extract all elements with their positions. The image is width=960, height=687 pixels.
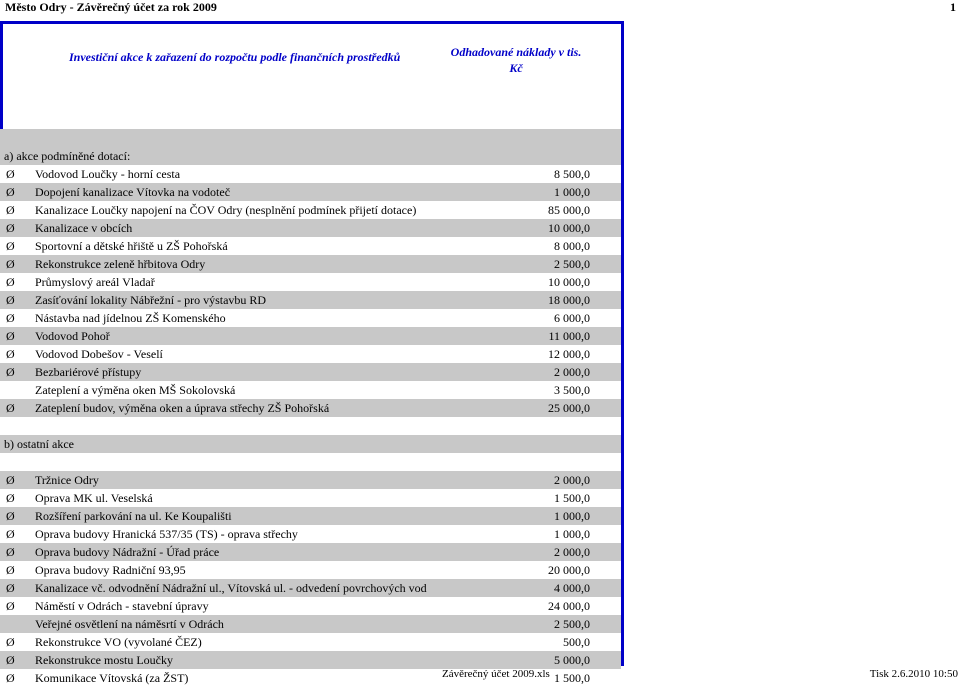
section-heading-row	[0, 147, 621, 165]
estimated-cost: 500,0	[563, 635, 590, 649]
project-name: Kanalizace Loučky napojení na ČOV Odry (nesplnění podmínek přijetí dotace)	[35, 203, 417, 217]
table-row	[0, 183, 621, 201]
table-row	[0, 327, 621, 345]
bullet-icon: Ø	[6, 257, 15, 271]
document-title: Město Odry - Závěrečný účet za rok 2009	[5, 0, 217, 14]
bullet-icon: Ø	[6, 509, 15, 523]
project-name: Komunikace Vítovská (za ŽST)	[35, 671, 189, 685]
project-name: Bezbariérové přístupy	[35, 365, 142, 379]
bullet-icon: Ø	[6, 347, 15, 361]
table-row	[0, 381, 621, 399]
bullet-icon: Ø	[6, 563, 15, 577]
estimated-cost: 10 000,0	[548, 275, 590, 289]
project-name: Rekonstrukce VO (vyvolané ČEZ)	[35, 635, 202, 649]
header-estimated-costs	[441, 44, 591, 76]
table-row	[0, 579, 621, 597]
table-row	[0, 219, 621, 237]
estimated-cost: 2 000,0	[554, 365, 590, 379]
estimated-cost: 2 500,0	[554, 617, 590, 631]
project-name: Vodovod Dobešov - Veselí	[35, 347, 163, 361]
table-row	[0, 363, 621, 381]
page-number: 1	[950, 0, 956, 14]
estimated-cost: 10 000,0	[548, 221, 590, 235]
table-row	[0, 309, 621, 327]
project-name: Rekonstrukce mostu Loučky	[35, 653, 173, 667]
estimated-cost: 20 000,0	[548, 563, 590, 577]
table-row	[0, 597, 621, 615]
bullet-icon: Ø	[6, 275, 15, 289]
project-name: Oprava budovy Hranická 537/35 (TS) - oprava střechy	[35, 527, 298, 541]
table-header	[3, 24, 621, 128]
project-name: Zateplení budov, výměna oken a úprava střechy ZŠ Pohořská	[35, 401, 330, 415]
estimated-cost: 1 000,0	[554, 185, 590, 199]
header-costs-line2: Kč	[509, 61, 523, 75]
project-name: Náměstí v Odrách - stavební úpravy	[35, 599, 209, 613]
table-body	[0, 129, 621, 687]
project-name: Rekonstrukce zeleně hřbitova Odry	[35, 257, 206, 271]
bullet-icon: Ø	[6, 653, 15, 667]
table-row	[0, 525, 621, 543]
estimated-cost: 5 000,0	[554, 653, 590, 667]
project-name: Oprava budovy Nádražní - Úřad práce	[35, 545, 220, 559]
table-row	[0, 201, 621, 219]
estimated-cost: 1 000,0	[554, 527, 590, 541]
project-name: Sportovní a dětské hřiště u ZŠ Pohořská	[35, 239, 228, 253]
table-row	[0, 615, 621, 633]
bullet-icon: Ø	[6, 635, 15, 649]
estimated-cost: 25 000,0	[548, 401, 590, 415]
bullet-icon: Ø	[6, 473, 15, 487]
estimated-cost: 2 000,0	[554, 545, 590, 559]
estimated-cost: 2 000,0	[554, 473, 590, 487]
estimated-cost: 1 500,0	[554, 671, 590, 685]
bullet-icon: Ø	[6, 365, 15, 379]
table-row	[0, 561, 621, 579]
bullet-icon: Ø	[6, 581, 15, 595]
table-row	[0, 507, 621, 525]
project-name: Kanalizace vč. odvodnění Nádražní ul., Vítovská ul. - odvedení povrchových vod	[35, 581, 427, 595]
table-row	[0, 237, 621, 255]
project-name: Dopojení kanalizace Vítovka na vodoteč	[35, 185, 231, 199]
table-row	[0, 255, 621, 273]
table-row	[0, 165, 621, 183]
estimated-cost: 18 000,0	[548, 293, 590, 307]
bullet-icon: Ø	[6, 545, 15, 559]
bullet-icon: Ø	[6, 293, 15, 307]
section-heading: b) ostatní akce	[4, 437, 74, 451]
table-row	[0, 633, 621, 651]
bullet-icon: Ø	[6, 167, 15, 181]
estimated-cost: 8 500,0	[554, 167, 590, 181]
project-name: Vodovod Loučky - horní cesta	[35, 167, 181, 181]
table-row	[0, 489, 621, 507]
estimated-cost: 8 000,0	[554, 239, 590, 253]
table-row	[0, 291, 621, 309]
spacer-row	[0, 129, 621, 147]
footer-print-date: Tisk 2.6.2010 10:50	[869, 668, 958, 680]
header-costs-line1: Odhadované náklady v tis.	[450, 45, 582, 59]
estimated-cost: 3 500,0	[554, 383, 590, 397]
project-name: Vodovod Pohoř	[35, 329, 110, 343]
bullet-icon: Ø	[6, 491, 15, 505]
bullet-icon: Ø	[6, 329, 15, 343]
section-heading-row	[0, 435, 621, 453]
project-name: Oprava budovy Radniční 93,95	[35, 563, 186, 577]
spacer-row	[0, 417, 621, 435]
footer-filename: Závěrečný účet 2009.xls	[442, 668, 550, 680]
bullet-icon: Ø	[6, 203, 15, 217]
project-name: Zasíťování lokality Nábřežní - pro výstavbu RD	[35, 293, 267, 307]
header-projects: Investiční akce k zařazení do rozpočtu podle finančních prostředků	[69, 50, 401, 64]
estimated-cost: 11 000,0	[548, 329, 590, 343]
project-name: Veřejné osvětlení na náměsrtí v Odrách	[35, 617, 224, 631]
estimated-cost: 12 000,0	[548, 347, 590, 361]
table-row	[0, 399, 621, 417]
estimated-cost: 85 000,0	[548, 203, 590, 217]
project-name: Tržnice Odry	[35, 473, 99, 487]
bullet-icon: Ø	[6, 185, 15, 199]
estimated-cost: 1 000,0	[554, 509, 590, 523]
estimated-cost: 24 000,0	[548, 599, 590, 613]
project-name: Zateplení a výměna oken MŠ Sokolovská	[35, 383, 236, 397]
page-header	[0, 0, 960, 16]
bullet-icon: Ø	[6, 311, 15, 325]
table-row	[0, 273, 621, 291]
bullet-icon: Ø	[6, 221, 15, 235]
estimated-cost: 2 500,0	[554, 257, 590, 271]
estimated-cost: 1 500,0	[554, 491, 590, 505]
section-heading: a) akce podmíněné dotací:	[4, 149, 131, 163]
table-row	[0, 345, 621, 363]
project-name: Průmyslový areál Vladař	[35, 275, 155, 289]
page-footer	[0, 666, 960, 680]
bullet-icon: Ø	[6, 401, 15, 415]
table-row	[0, 471, 621, 489]
table-row	[0, 543, 621, 561]
bullet-icon: Ø	[6, 671, 15, 685]
bullet-icon: Ø	[6, 599, 15, 613]
bullet-icon: Ø	[6, 527, 15, 541]
project-name: Rozšíření parkování na ul. Ke Koupališti	[35, 509, 232, 523]
project-name: Oprava MK ul. Veselská	[35, 491, 153, 505]
project-name: Nástavba nad jídelnou ZŠ Komenského	[35, 311, 226, 325]
spacer-row	[0, 453, 621, 471]
bullet-icon: Ø	[6, 239, 15, 253]
estimated-cost: 6 000,0	[554, 311, 590, 325]
project-name: Kanalizace v obcích	[35, 221, 133, 235]
estimated-cost: 4 000,0	[554, 581, 590, 595]
